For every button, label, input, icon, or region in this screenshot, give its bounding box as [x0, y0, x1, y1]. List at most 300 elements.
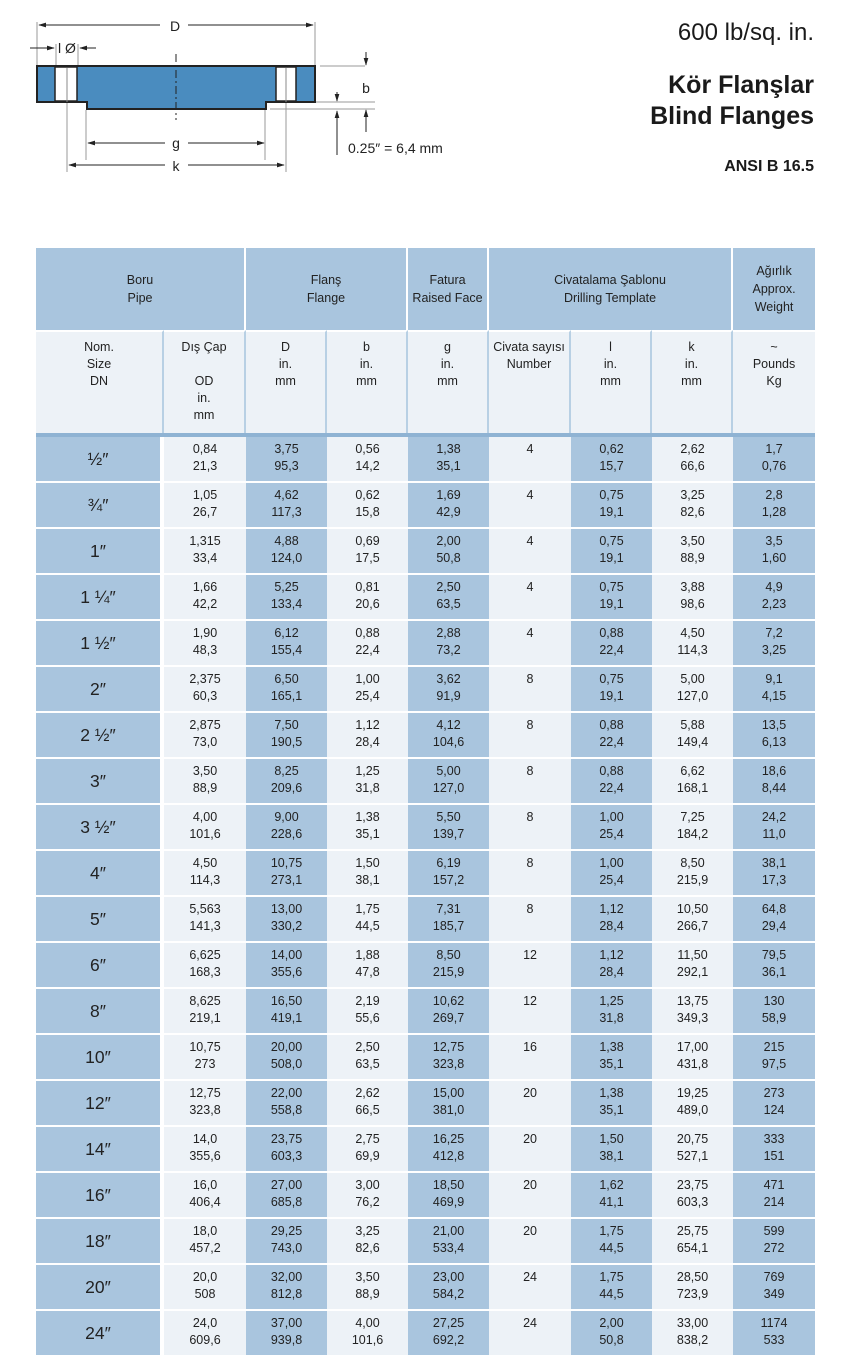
- flange-b-cell: [327, 1127, 408, 1173]
- bolt-hole-l-cell: [571, 897, 652, 943]
- nominal-size-cell: 2 ½″: [36, 713, 164, 759]
- bolt-hole-l-cell: [571, 1311, 652, 1357]
- value-inch: 20,0: [192, 1270, 218, 1284]
- value-inch: 3,50: [192, 764, 218, 778]
- value-mm: 292,1: [676, 965, 709, 979]
- value-inch: 2,50: [436, 580, 461, 594]
- nominal-size-cell: 14″: [36, 1127, 164, 1173]
- value-inch: 3,50: [355, 1270, 380, 1284]
- value-inch: 5,88: [680, 718, 705, 732]
- value-mm: 22,4: [599, 781, 624, 795]
- value-inch: 2,75: [355, 1132, 380, 1146]
- bolt-hole-l-cell: [571, 1035, 652, 1081]
- value-inch: 23,00: [432, 1270, 465, 1284]
- flange-d-cell: [246, 483, 327, 529]
- bolt-hole-l-cell: [571, 989, 652, 1035]
- value-inch: 5,25: [274, 580, 299, 594]
- value-mm: 124,0: [270, 551, 303, 565]
- flange-d-cell: [246, 851, 327, 897]
- bolt-number-cell: 16: [489, 1035, 571, 1081]
- flange-d-cell: [246, 621, 327, 667]
- value-inch: 79,5: [761, 948, 787, 962]
- value-mm: 48,3: [192, 643, 218, 657]
- bolt-hole-l-cell: [571, 483, 652, 529]
- raised-face-g-cell: [408, 575, 489, 621]
- flange-b-cell: [327, 713, 408, 759]
- od-cell: [164, 575, 246, 621]
- value-mm: 2,23: [761, 597, 787, 611]
- value-inch: 13,75: [676, 994, 709, 1008]
- value-mm: 73,2: [436, 643, 461, 657]
- bolt-hole-l-cell: [571, 713, 652, 759]
- value-inch: 27,25: [432, 1316, 465, 1330]
- value-mm: 190,5: [270, 735, 303, 749]
- value-mm: 36,1: [761, 965, 787, 979]
- flange-b-cell: [327, 1311, 408, 1357]
- bolt-circle-k-cell: [652, 1265, 733, 1311]
- od-cell: [164, 897, 246, 943]
- value-inch: 5,00: [680, 672, 705, 686]
- value-mm: 838,2: [676, 1333, 709, 1347]
- weight-cell: [733, 1127, 815, 1173]
- flange-cross-section: [30, 10, 470, 180]
- bolt-hole-left: [55, 67, 77, 101]
- weight-cell: [733, 621, 815, 667]
- value-inch: 0,75: [599, 672, 624, 686]
- value-mm: 157,2: [432, 873, 465, 887]
- value-inch: 7,50: [274, 718, 299, 732]
- value-inch: 23,75: [270, 1132, 303, 1146]
- value-mm: 22,4: [599, 735, 624, 749]
- value-mm: 25,4: [599, 827, 624, 841]
- value-mm: 219,1: [189, 1011, 221, 1025]
- od-cell: [164, 943, 246, 989]
- value-mm: 19,1: [599, 505, 624, 519]
- table-row: [36, 1127, 815, 1173]
- value-inch: 1,75: [599, 1270, 624, 1284]
- value-mm: 38,1: [599, 1149, 624, 1163]
- value-mm: 44,5: [355, 919, 380, 933]
- value-mm: 88,9: [680, 551, 705, 565]
- value-inch: 215: [763, 1040, 785, 1054]
- od-cell: [164, 529, 246, 575]
- raised-face-g-cell: [408, 621, 489, 667]
- table-row: [36, 483, 815, 529]
- flange-d-cell: [246, 667, 327, 713]
- bolt-circle-k-cell: [652, 1219, 733, 1265]
- bolt-hole-l-cell: [571, 1219, 652, 1265]
- bolt-hole-l-cell: [571, 1081, 652, 1127]
- dim-label-g: g: [172, 135, 180, 151]
- value-mm: 419,1: [270, 1011, 303, 1025]
- value-inch: 2,8: [765, 488, 783, 502]
- weight-cell: [733, 667, 815, 713]
- flange-b-cell: [327, 897, 408, 943]
- flange-d-cell: [246, 437, 327, 483]
- bolt-number-cell: 8: [489, 805, 571, 851]
- value-inch: 0,88: [599, 626, 624, 640]
- value-mm: 76,2: [355, 1195, 380, 1209]
- value-mm: 215,9: [676, 873, 709, 887]
- table-row: [36, 667, 815, 713]
- table-row: [36, 805, 815, 851]
- value-mm: 323,8: [189, 1103, 221, 1117]
- od-cell: [164, 851, 246, 897]
- sub-header-bolt-circle-k: k in. mm: [652, 330, 733, 433]
- value-mm: 104,6: [432, 735, 465, 749]
- value-inch: 769: [763, 1270, 785, 1284]
- value-mm: 743,0: [270, 1241, 303, 1255]
- value-mm: 168,3: [189, 965, 221, 979]
- table-row: [36, 1035, 815, 1081]
- value-inch: 23,75: [676, 1178, 709, 1192]
- raised-face-g-cell: [408, 1265, 489, 1311]
- bolt-number-cell: 24: [489, 1311, 571, 1357]
- nominal-size-cell: 24″: [36, 1311, 164, 1357]
- value-mm: 151: [763, 1149, 785, 1163]
- value-inch: 9,00: [274, 810, 299, 824]
- value-inch: 1,50: [355, 856, 380, 870]
- nominal-size-cell: 5″: [36, 897, 164, 943]
- value-mm: 22,4: [599, 643, 624, 657]
- value-mm: 3,25: [761, 643, 787, 657]
- value-mm: 11,0: [762, 827, 786, 841]
- value-mm: 95,3: [274, 459, 299, 473]
- flange-dimensions-table: [36, 248, 815, 1357]
- flange-b-cell: [327, 1219, 408, 1265]
- value-mm: 533,4: [432, 1241, 465, 1255]
- table-body: [36, 437, 815, 1357]
- value-inch: 0,75: [599, 534, 624, 548]
- value-mm: 50,8: [599, 1333, 624, 1347]
- od-cell: [164, 1219, 246, 1265]
- od-cell: [164, 989, 246, 1035]
- table-row: [36, 713, 815, 759]
- value-inch: 3,50: [680, 534, 705, 548]
- value-inch: 3,25: [680, 488, 705, 502]
- value-inch: 27,00: [270, 1178, 303, 1192]
- group-header-drilling-template: Civatalama Şablonu Drilling Template: [489, 248, 733, 330]
- value-inch: 24,2: [761, 810, 787, 824]
- value-inch: 1,00: [355, 672, 380, 686]
- value-mm: 15,7: [599, 459, 624, 473]
- value-mm: 812,8: [270, 1287, 303, 1301]
- value-inch: 1,38: [599, 1040, 624, 1054]
- bolt-number-cell: 24: [489, 1265, 571, 1311]
- value-inch: 1,12: [355, 718, 380, 732]
- value-inch: 4,00: [355, 1316, 380, 1330]
- flange-d-cell: [246, 1127, 327, 1173]
- value-mm: 228,6: [270, 827, 303, 841]
- bolt-number-cell: 20: [489, 1081, 571, 1127]
- nominal-size-cell: 12″: [36, 1081, 164, 1127]
- weight-cell: [733, 529, 815, 575]
- value-mm: 273: [194, 1057, 216, 1071]
- bolt-number-cell: 20: [489, 1173, 571, 1219]
- bolt-hole-l-cell: [571, 759, 652, 805]
- flange-d-cell: [246, 989, 327, 1035]
- value-mm: 35,1: [599, 1103, 624, 1117]
- table-row: [36, 851, 815, 897]
- page-title-tr: Kör Flanşlar: [668, 71, 814, 99]
- value-mm: 31,8: [599, 1011, 624, 1025]
- value-mm: 127,0: [676, 689, 709, 703]
- od-cell: [164, 1127, 246, 1173]
- value-mm: 47,8: [355, 965, 380, 979]
- page-title-en: Blind Flanges: [650, 102, 814, 130]
- flange-b-cell: [327, 437, 408, 483]
- value-inch: 3,5: [765, 534, 783, 548]
- nominal-size-cell: 1 ¼″: [36, 575, 164, 621]
- bolt-number-cell: 8: [489, 759, 571, 805]
- value-inch: 1,88: [355, 948, 380, 962]
- value-mm: 58,9: [761, 1011, 787, 1025]
- value-inch: 599: [763, 1224, 785, 1238]
- value-inch: 7,2: [765, 626, 783, 640]
- value-inch: 1,05: [192, 488, 218, 502]
- value-mm: 355,6: [270, 965, 303, 979]
- raised-face-g-cell: [408, 437, 489, 483]
- sub-header-row: [36, 330, 815, 433]
- value-inch: 12,75: [189, 1086, 221, 1100]
- bolt-hole-l-cell: [571, 529, 652, 575]
- value-inch: 3,25: [355, 1224, 380, 1238]
- value-inch: 1,00: [599, 856, 624, 870]
- raised-face-g-cell: [408, 943, 489, 989]
- value-inch: 8,50: [436, 948, 461, 962]
- value-inch: 37,00: [270, 1316, 303, 1330]
- value-mm: 269,7: [432, 1011, 465, 1025]
- value-inch: 17,00: [676, 1040, 709, 1054]
- value-mm: 98,6: [680, 597, 705, 611]
- value-mm: 55,6: [355, 1011, 380, 1025]
- bolt-number-cell: 4: [489, 483, 571, 529]
- flange-d-cell: [246, 1081, 327, 1127]
- bolt-circle-k-cell: [652, 483, 733, 529]
- od-cell: [164, 713, 246, 759]
- bolt-hole-l-cell: [571, 851, 652, 897]
- value-inch: 2,19: [355, 994, 380, 1008]
- value-inch: 5,563: [189, 902, 221, 916]
- value-mm: 692,2: [432, 1333, 465, 1347]
- value-mm: 469,9: [432, 1195, 465, 1209]
- sub-header-od: Dış Çap OD in. mm: [164, 330, 246, 433]
- value-inch: 8,50: [680, 856, 705, 870]
- flange-d-cell: [246, 1311, 327, 1357]
- value-mm: 1,28: [761, 505, 787, 519]
- bolt-number-cell: 4: [489, 621, 571, 667]
- value-inch: 4,62: [274, 488, 299, 502]
- flange-b-cell: [327, 989, 408, 1035]
- value-inch: 2,00: [436, 534, 461, 548]
- value-mm: 19,1: [599, 689, 624, 703]
- value-inch: 1,12: [599, 902, 624, 916]
- bolt-number-cell: 12: [489, 989, 571, 1035]
- bolt-circle-k-cell: [652, 1127, 733, 1173]
- value-mm: 44,5: [599, 1287, 624, 1301]
- value-inch: 12,75: [432, 1040, 465, 1054]
- weight-cell: [733, 1265, 815, 1311]
- value-inch: 21,00: [432, 1224, 465, 1238]
- sub-header-flange-b: b in. mm: [327, 330, 408, 433]
- bolt-number-cell: 8: [489, 667, 571, 713]
- table-row: [36, 759, 815, 805]
- value-inch: 18,6: [761, 764, 787, 778]
- value-inch: 1,38: [355, 810, 380, 824]
- od-cell: [164, 437, 246, 483]
- bolt-hole-l-cell: [571, 943, 652, 989]
- value-mm: 19,1: [599, 597, 624, 611]
- od-cell: [164, 1265, 246, 1311]
- group-header-flange: Flanş Flange: [246, 248, 408, 330]
- raised-face-g-cell: [408, 1311, 489, 1357]
- value-inch: 0,88: [599, 764, 624, 778]
- value-mm: 26,7: [192, 505, 218, 519]
- value-inch: 2,62: [680, 442, 705, 456]
- value-inch: 1,25: [599, 994, 624, 1008]
- value-mm: 22,4: [355, 643, 380, 657]
- value-mm: 28,4: [355, 735, 380, 749]
- value-inch: 14,0: [192, 1132, 218, 1146]
- raised-face-g-cell: [408, 759, 489, 805]
- value-mm: 723,9: [676, 1287, 709, 1301]
- value-mm: 50,8: [436, 551, 461, 565]
- value-inch: 10,75: [270, 856, 303, 870]
- flange-d-cell: [246, 529, 327, 575]
- value-inch: 8,25: [274, 764, 299, 778]
- value-mm: 185,7: [432, 919, 465, 933]
- nominal-size-cell: ½″: [36, 437, 164, 483]
- table-row: [36, 989, 815, 1035]
- bolt-circle-k-cell: [652, 805, 733, 851]
- value-inch: 20,75: [676, 1132, 709, 1146]
- flange-d-cell: [246, 805, 327, 851]
- value-mm: 117,3: [271, 505, 302, 519]
- flange-d-cell: [246, 1265, 327, 1311]
- value-inch: 18,0: [192, 1224, 218, 1238]
- bolt-number-cell: 4: [489, 575, 571, 621]
- value-mm: 29,4: [761, 919, 787, 933]
- value-mm: 20,6: [355, 597, 380, 611]
- weight-cell: [733, 1173, 815, 1219]
- value-mm: 41,1: [599, 1195, 624, 1209]
- raised-face-g-cell: [408, 667, 489, 713]
- value-inch: 13,5: [761, 718, 787, 732]
- value-inch: 1,25: [355, 764, 380, 778]
- nominal-size-cell: 10″: [36, 1035, 164, 1081]
- value-mm: 33,4: [192, 551, 218, 565]
- value-mm: 406,4: [189, 1195, 221, 1209]
- standard-label: ANSI B 16.5: [724, 158, 814, 175]
- raised-face-g-cell: [408, 1127, 489, 1173]
- value-mm: 508: [194, 1287, 216, 1301]
- value-mm: 330,2: [270, 919, 303, 933]
- value-inch: 1,62: [599, 1178, 624, 1192]
- value-inch: 1174: [760, 1316, 788, 1330]
- value-inch: 3,62: [436, 672, 461, 686]
- value-inch: 4,50: [192, 856, 218, 870]
- value-mm: 69,9: [355, 1149, 380, 1163]
- value-inch: 2,88: [436, 626, 461, 640]
- sub-header-raised-face-g: g in. mm: [408, 330, 489, 433]
- value-inch: 14,00: [270, 948, 303, 962]
- bolt-hole-l-cell: [571, 805, 652, 851]
- value-mm: 0,76: [761, 459, 787, 473]
- raised-face-g-cell: [408, 851, 489, 897]
- flange-b-cell: [327, 943, 408, 989]
- nominal-size-cell: 4″: [36, 851, 164, 897]
- value-mm: 63,5: [355, 1057, 380, 1071]
- value-mm: 215,9: [432, 965, 465, 979]
- dim-label-bolt-hole: l Ø: [58, 40, 76, 56]
- value-mm: 273,1: [270, 873, 303, 887]
- value-mm: 349,3: [676, 1011, 709, 1025]
- bolt-circle-k-cell: [652, 943, 733, 989]
- value-inch: 0,84: [192, 442, 218, 456]
- value-inch: 2,00: [599, 1316, 624, 1330]
- value-mm: 73,0: [192, 735, 218, 749]
- raised-face-g-cell: [408, 805, 489, 851]
- od-cell: [164, 759, 246, 805]
- weight-cell: [733, 1311, 815, 1357]
- value-mm: 533: [763, 1333, 785, 1347]
- value-inch: 1,12: [599, 948, 624, 962]
- value-mm: 609,6: [189, 1333, 221, 1347]
- value-inch: 28,50: [676, 1270, 709, 1284]
- flange-d-cell: [246, 943, 327, 989]
- value-inch: 6,50: [274, 672, 299, 686]
- value-inch: 471: [763, 1178, 785, 1192]
- value-mm: 457,2: [189, 1241, 221, 1255]
- value-inch: 3,75: [274, 442, 299, 456]
- nominal-size-cell: 8″: [36, 989, 164, 1035]
- nominal-size-cell: 16″: [36, 1173, 164, 1219]
- value-inch: 0,75: [599, 488, 624, 502]
- value-inch: 3,88: [680, 580, 705, 594]
- value-mm: 168,1: [676, 781, 709, 795]
- bolt-hole-l-cell: [571, 1265, 652, 1311]
- value-mm: 19,1: [599, 551, 624, 565]
- value-inch: 4,12: [436, 718, 461, 732]
- weight-cell: [733, 437, 815, 483]
- flange-d-cell: [246, 1035, 327, 1081]
- value-inch: 5,50: [436, 810, 461, 824]
- sub-header-weight: ~ Pounds Kg: [733, 330, 815, 433]
- nominal-size-cell: 18″: [36, 1219, 164, 1265]
- bolt-hole-l-cell: [571, 621, 652, 667]
- table-row: [36, 1219, 815, 1265]
- value-mm: 209,6: [270, 781, 303, 795]
- bolt-circle-k-cell: [652, 575, 733, 621]
- value-inch: 19,25: [676, 1086, 709, 1100]
- value-inch: 8,625: [189, 994, 221, 1008]
- value-mm: 42,2: [192, 597, 218, 611]
- group-header-raised-face: Fatura Raised Face: [408, 248, 489, 330]
- flange-d-cell: [246, 759, 327, 805]
- value-inch: 6,12: [274, 626, 299, 640]
- value-mm: 97,5: [761, 1057, 787, 1071]
- od-cell: [164, 667, 246, 713]
- value-mm: 214: [763, 1195, 785, 1209]
- value-inch: 24,0: [192, 1316, 218, 1330]
- bolt-number-cell: 8: [489, 851, 571, 897]
- value-inch: 9,1: [765, 672, 783, 686]
- value-mm: 489,0: [676, 1103, 709, 1117]
- value-inch: 10,75: [189, 1040, 221, 1054]
- table-row: [36, 1081, 815, 1127]
- bolt-hole-l-cell: [571, 1127, 652, 1173]
- table-row: [36, 897, 815, 943]
